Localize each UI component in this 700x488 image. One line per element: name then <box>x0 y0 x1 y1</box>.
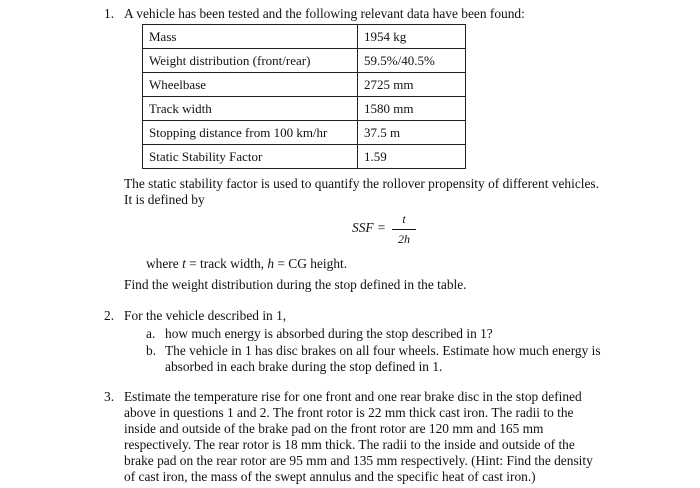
formula-denominator: 2h <box>398 232 410 246</box>
table-row <box>143 49 466 73</box>
table-cell-value: 1.59 <box>358 145 466 169</box>
ssf-description-line-2: It is defined by <box>124 192 205 207</box>
table-row <box>143 25 466 49</box>
where-t: t <box>182 256 186 271</box>
table-cell-value: 59.5%/40.5% <box>358 49 466 73</box>
where-mid: = track width, <box>185 256 268 271</box>
question-1-task: Find the weight distribution during the stop defined in the table. <box>124 277 467 292</box>
table-cell-label: Static Stability Factor <box>143 145 358 169</box>
table-cell-label: Stopping distance from 100 km/hr <box>143 121 358 145</box>
table-row <box>143 145 466 169</box>
question-3-line: inside and outside of the brake pad on the front rotor are 120 mm and 165 mm <box>124 421 544 436</box>
table-cell-label: Weight distribution (front/rear) <box>143 49 358 73</box>
fraction-bar <box>392 229 416 230</box>
table-cell-label: Mass <box>143 25 358 49</box>
question-2b-text-2: absorbed in each brake during the stop defined in 1. <box>165 359 443 374</box>
question-1-number: 1. <box>104 6 115 21</box>
question-2a-text: how much energy is absorbed during the stop described in 1? <box>165 326 493 341</box>
where-suffix: = CG height. <box>274 256 348 271</box>
question-2b-text-1: The vehicle in 1 has disc brakes on all four wheels. Estimate how much energy is <box>165 343 601 358</box>
table-cell-label: Track width <box>143 97 358 121</box>
question-3-line: above in questions 1 and 2. The front rotor is 22 mm thick cast iron. The radii to the <box>124 405 574 420</box>
where-h: h <box>267 256 275 271</box>
table-row <box>143 97 466 121</box>
question-2b-label: b. <box>146 343 157 358</box>
vehicle-data-table <box>142 24 466 169</box>
question-2-number: 2. <box>104 308 115 323</box>
table-row <box>143 73 466 97</box>
question-2-intro: For the vehicle described in 1, <box>124 308 287 323</box>
table-cell-value: 1580 mm <box>358 97 466 121</box>
formula-lhs: SSF = <box>352 220 386 235</box>
table-cell-value: 37.5 m <box>358 121 466 145</box>
variable-definitions <box>146 255 347 272</box>
question-1-intro: A vehicle has been tested and the following relevant data have been found: <box>124 6 525 21</box>
formula-numerator: t <box>402 212 406 226</box>
table-cell-value: 1954 kg <box>358 25 466 49</box>
question-3-number: 3. <box>104 389 115 404</box>
ssf-description-line-1: The static stability factor is used to quantify the rollover propensity of different vehicles. <box>124 176 599 191</box>
question-3-line: respectively. The rear rotor is 18 mm thick. The radii to the inside and outside of the <box>124 437 575 452</box>
where-prefix: where <box>146 256 183 271</box>
table-cell-label: Wheelbase <box>143 73 358 97</box>
question-3-line: brake pad on the rear rotor are 95 mm and 135 mm respectively. (Hint: Find the density <box>124 453 593 468</box>
question-3-line: Estimate the temperature rise for one front and one rear brake disc in the stop defined <box>124 389 582 404</box>
question-3-line: of cast iron, the mass of the swept annulus and the specific heat of cast iron.) <box>124 469 536 484</box>
table-row <box>143 121 466 145</box>
table-cell-value: 2725 mm <box>358 73 466 97</box>
question-2a-label: a. <box>146 326 156 341</box>
